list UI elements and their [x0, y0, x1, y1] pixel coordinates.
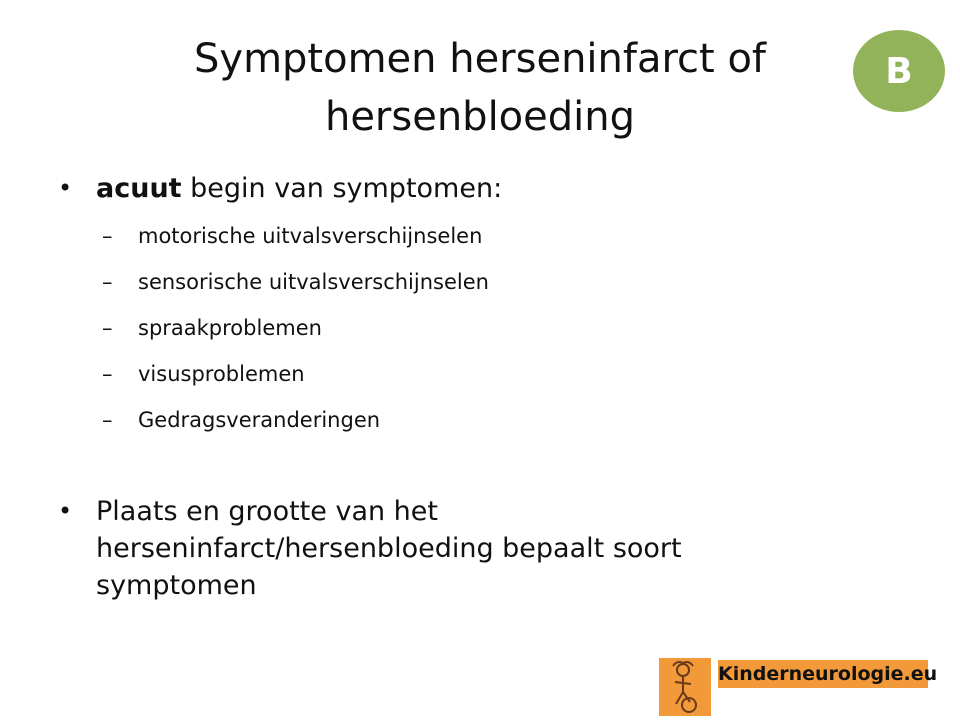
sub-item-text: visusproblemen — [138, 362, 305, 386]
child-figure-icon — [659, 658, 711, 716]
bullet-icon: • — [58, 174, 73, 202]
bullet-2-line-3: symptomen — [96, 570, 257, 601]
bullet-list — [58, 170, 918, 604]
sub-item-text: Gedragsveranderingen — [138, 408, 381, 432]
bullet-2-line-1: Plaats en grootte van het — [96, 496, 438, 527]
slide-title — [120, 30, 840, 146]
bullet-icon: • — [58, 497, 73, 525]
bullet-item-2 — [58, 493, 918, 604]
bullet-item-1 — [58, 170, 918, 207]
dash-icon: – — [102, 270, 113, 294]
sub-item — [58, 259, 918, 305]
dash-icon: – — [102, 316, 113, 340]
sub-item — [58, 351, 918, 397]
dash-icon: – — [102, 362, 113, 386]
bullet-1-bold: acuut — [96, 173, 182, 204]
section-badge: B — [853, 30, 945, 112]
bullet-2-line-2: herseninfarct/hersenbloeding bepaalt soort — [96, 533, 682, 564]
dash-icon: – — [102, 224, 113, 248]
sub-item — [58, 305, 918, 351]
sub-item-text: motorische uitvalsverschijnselen — [138, 224, 483, 248]
bullet-1-text: begin van symptomen: — [181, 173, 503, 204]
sub-item-text: sensorische uitvalsverschijnselen — [138, 270, 489, 294]
dash-icon: – — [102, 408, 113, 432]
sub-item — [58, 213, 918, 259]
sub-item — [58, 397, 918, 443]
sub-item-text: spraakproblemen — [138, 316, 322, 340]
title-line-2: hersenbloeding — [324, 94, 636, 140]
site-logo-text: Kinderneurologie.eu — [718, 660, 928, 688]
sub-list — [58, 213, 918, 443]
title-line-1: Symptomen herseninfarct of — [194, 36, 766, 82]
